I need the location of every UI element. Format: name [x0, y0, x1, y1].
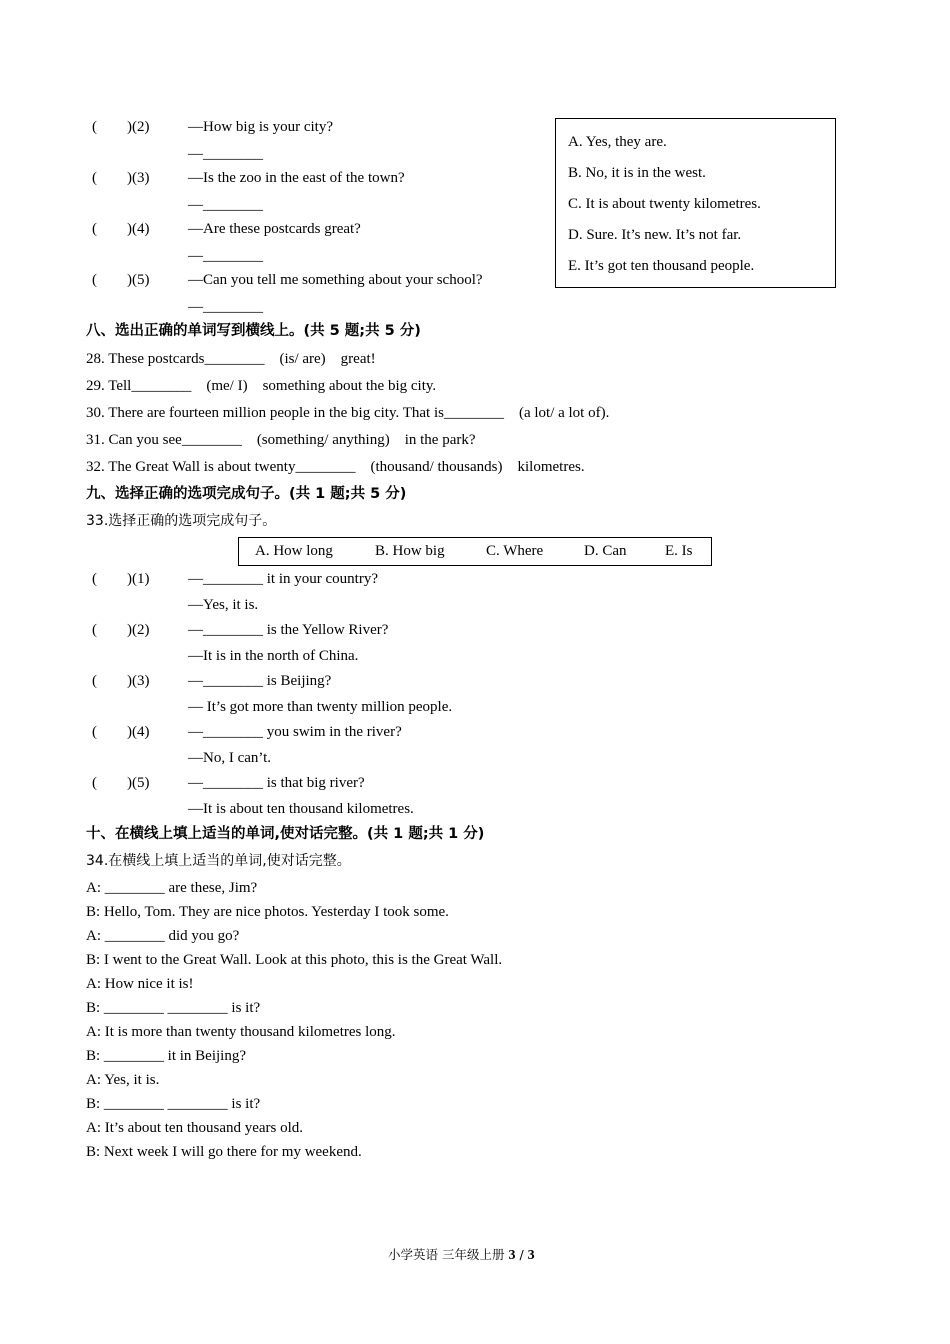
answer-bracket: ( )(3) [92, 170, 150, 186]
option-b: B. No, it is in the west. [568, 165, 706, 181]
question-text: —________ is the Yellow River? [188, 622, 389, 638]
answer-bracket: ( )(5) [92, 272, 150, 288]
answer-bracket: ( )(3) [92, 673, 150, 689]
question-text: —Can you tell me something about your school? [188, 272, 483, 288]
answer-text: —No, I can’t. [188, 750, 272, 766]
answer-bracket: ( )(4) [92, 221, 150, 237]
question-text: —How big is your city? [188, 119, 333, 135]
answer-bracket: ( )(2) [92, 119, 150, 135]
question-29: 29. Tell________ (me/ I) something about the big city. [86, 378, 437, 394]
question-33-intro: 33.选择正确的选项完成句子。 [86, 513, 277, 529]
answer-blank: —________ [188, 248, 263, 264]
dialogue-line: B: ________ it in Beijing? [86, 1048, 246, 1064]
page-number: 3 [508, 1248, 516, 1263]
option-c: C. It is about twenty kilometres. [568, 196, 761, 212]
answer-blank: —________ [188, 197, 263, 213]
answer-blank: —________ [188, 299, 263, 315]
option-e: E. It’s got ten thousand people. [568, 258, 755, 274]
section-9-heading: 九、选择正确的选项完成句子。(共 1 题;共 5 分) [86, 486, 407, 502]
option-a: A. Yes, they are. [568, 134, 667, 150]
question-text: —Are these postcards great? [188, 221, 361, 237]
dialogue-line: A: How nice it is! [86, 976, 194, 992]
page-footer [388, 1245, 535, 1266]
question-text: —________ is that big river? [188, 775, 365, 791]
dialogue-line: B: ________ ________ is it? [86, 1096, 261, 1112]
page-total: 3 [527, 1248, 535, 1263]
dialogue-line: A: It is more than twenty thousand kilometres long. [86, 1024, 396, 1040]
question-text: —________ it in your country? [188, 571, 378, 587]
options-box [238, 537, 712, 566]
question-text: —________ is Beijing? [188, 673, 332, 689]
option-c: C. Where [486, 543, 544, 559]
option-d: D. Can [584, 543, 627, 559]
dialogue-line: A: ________ are these, Jim? [86, 880, 258, 896]
question-32: 32. The Great Wall is about twenty________ (thousand/ thousands) kilometres. [86, 459, 585, 475]
answer-text: — It’s got more than twenty million people. [188, 699, 453, 715]
dialogue-line: A: It’s about ten thousand years old. [86, 1120, 304, 1136]
option-b: B. How big [375, 543, 445, 559]
answer-blank: —________ [188, 146, 263, 162]
question-text: —Is the zoo in the east of the town? [188, 170, 405, 186]
option-a: A. How long [255, 543, 333, 559]
answer-bracket: ( )(5) [92, 775, 150, 791]
dialogue-line: B: I went to the Great Wall. Look at this photo, this is the Great Wall. [86, 952, 503, 968]
answer-text: —It is about ten thousand kilometres. [188, 801, 414, 817]
option-d: D. Sure. It’s new. It’s not far. [568, 227, 742, 243]
dialogue-line: A: ________ did you go? [86, 928, 240, 944]
options-box [555, 118, 836, 288]
question-text: —________ you swim in the river? [188, 724, 402, 740]
question-34-intro: 34.在横线上填上适当的单词,使对话完整。 [86, 853, 351, 869]
dialogue-line: B: ________ ________ is it? [86, 1000, 261, 1016]
answer-bracket: ( )(4) [92, 724, 150, 740]
section-8-heading: 八、选出正确的单词写到横线上。(共 5 题;共 5 分) [86, 323, 421, 339]
dialogue-line: B: Hello, Tom. They are nice photos. Yesterday I took some. [86, 904, 449, 920]
answer-text: —It is in the north of China. [188, 648, 359, 664]
question-30: 30. There are fourteen million people in the big city. That is________ (a lot/ a lot of). [86, 405, 610, 421]
section-10-heading: 十、在横线上填上适当的单词,使对话完整。(共 1 题;共 1 分) [86, 826, 485, 842]
dialogue-line: B: Next week I will go there for my weekend. [86, 1144, 362, 1160]
answer-bracket: ( )(1) [92, 571, 150, 587]
page-separator: / [519, 1247, 524, 1262]
option-e: E. Is [665, 543, 693, 559]
question-31: 31. Can you see________ (something/ anything) in the park? [86, 432, 476, 448]
question-28: 28. These postcards________ (is/ are) great! [86, 351, 376, 367]
answer-text: —Yes, it is. [188, 597, 259, 613]
dialogue-line: A: Yes, it is. [86, 1072, 160, 1088]
answer-bracket: ( )(2) [92, 622, 150, 638]
footer-label: 小学英语 三年级上册 [388, 1247, 505, 1262]
